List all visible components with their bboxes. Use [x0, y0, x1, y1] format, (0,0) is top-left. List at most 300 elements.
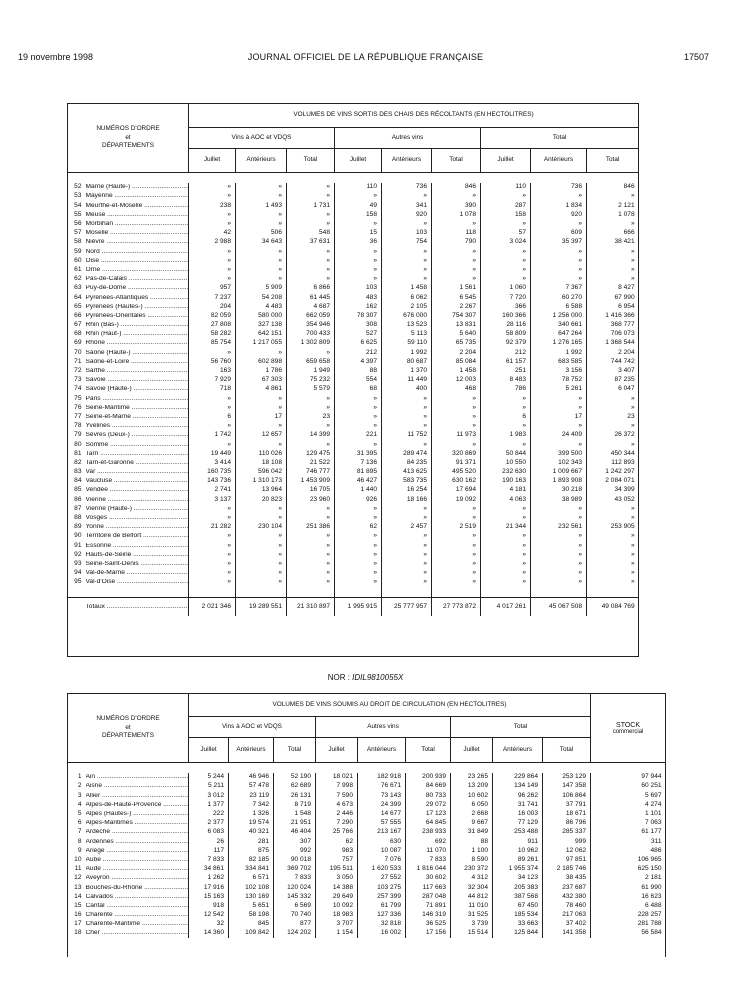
col-order-label-3: DÉPARTEMENTS [102, 142, 154, 150]
value-cell: 217 063 [543, 911, 591, 920]
dept-name: Seine-Maritime ..... [86, 405, 189, 412]
dept-number: 58 [74, 238, 82, 246]
value-cell: 3 024 [481, 238, 531, 247]
dept-number: 80 [74, 440, 82, 448]
value-cell: 4 397 [335, 358, 382, 367]
value-cell: » [236, 578, 287, 587]
value-cell: 58 282 [189, 330, 236, 339]
value-cell: 23 960 [287, 495, 335, 504]
value-cell: 124 202 [274, 929, 316, 938]
value-cell: 1 620 533 [358, 865, 406, 874]
value-cell: 103 [382, 229, 432, 238]
value-cell: 662 059 [287, 312, 335, 321]
value-cell: 1 078 [432, 211, 481, 220]
value-cell: 1 453 909 [287, 477, 335, 486]
value-cell: » [432, 404, 481, 413]
value-cell: 1 310 173 [236, 477, 287, 486]
sub-header: Total [406, 738, 451, 763]
value-cell: 2 668 [451, 810, 493, 819]
value-cell: » [481, 541, 531, 550]
dept-number: 63 [74, 284, 82, 292]
value-cell: 18 671 [543, 810, 591, 819]
value-cell: 4 274 [591, 801, 666, 810]
dept-number: 71 [74, 357, 82, 365]
dept-number: 5 [77, 810, 82, 818]
value-cell: 6 545 [432, 293, 481, 302]
value-cell: » [481, 266, 531, 275]
value-cell: 127 336 [358, 911, 406, 920]
value-cell: 36 525 [406, 920, 451, 929]
value-cell: » [189, 541, 236, 550]
value-cell: 4 181 [481, 486, 531, 495]
dept-name: Puy-de-Dôme ..... [86, 285, 189, 292]
value-cell: 212 [481, 348, 531, 357]
dept-name: Yonne ..... [86, 524, 189, 531]
dept-name: Ardèche ..... [86, 829, 189, 836]
value-cell: 73 143 [358, 791, 406, 800]
value-cell: 88 [335, 367, 382, 376]
dept-name: Yvelines ..... [86, 423, 189, 430]
value-cell: » [587, 422, 639, 431]
value-cell: 14 399 [287, 431, 335, 440]
value-cell: 19 574 [229, 819, 274, 828]
dept-number: 54 [74, 201, 82, 209]
value-cell: 64 845 [406, 819, 451, 828]
value-cell: 78 752 [531, 376, 587, 385]
value-cell: 205 383 [493, 883, 543, 892]
value-cell: » [189, 220, 236, 229]
dept-number: 6 [77, 819, 82, 827]
dept-name: Cantal ..... [86, 903, 189, 910]
value-cell: 78 460 [543, 902, 591, 911]
value-cell: 918 [189, 902, 229, 911]
dept-name: Paris ..... [86, 396, 189, 403]
value-cell: 185 534 [493, 911, 543, 920]
value-cell: » [432, 551, 481, 560]
dept-name: Rhône ..... [86, 340, 189, 347]
value-cell: » [287, 422, 335, 431]
value-cell: » [432, 578, 481, 587]
value-cell: » [382, 266, 432, 275]
value-cell: 7 720 [481, 293, 531, 302]
value-cell: 97 851 [543, 856, 591, 865]
value-cell: » [287, 532, 335, 541]
value-cell: » [382, 413, 432, 422]
value-cell: 5 261 [531, 385, 587, 394]
value-cell: 102 343 [531, 459, 587, 468]
value-cell: 12 542 [189, 911, 229, 920]
dept-number: 57 [74, 229, 82, 237]
value-cell: » [287, 514, 335, 523]
value-cell: » [382, 505, 432, 514]
dept-name: Seine-et-Marne ..... [86, 414, 189, 421]
value-cell: 8 719 [274, 801, 316, 810]
value-cell: 160 366 [481, 312, 531, 321]
value-cell: 2 377 [189, 819, 229, 828]
value-cell: 287 [481, 201, 531, 210]
value-cell: 160 735 [189, 468, 236, 477]
dept-number: 53 [74, 192, 82, 200]
value-cell: 34 399 [587, 486, 639, 495]
value-cell: 7 929 [189, 376, 236, 385]
dept-number: 79 [74, 431, 82, 439]
value-cell: 54 208 [236, 293, 287, 302]
value-cell: 1 377 [189, 801, 229, 810]
dept-name: Pyrénées (Hautes-) ..... [86, 304, 189, 311]
value-cell: 23 119 [229, 791, 274, 800]
dept-number: 66 [74, 311, 82, 319]
value-cell: » [189, 514, 236, 523]
dept-name: Val-de-Marne ..... [86, 570, 189, 577]
value-cell: » [531, 578, 587, 587]
value-cell: 7 136 [335, 459, 382, 468]
dept-name: Vendée ..... [86, 487, 189, 494]
value-cell: 1 242 297 [587, 468, 639, 477]
value-cell: 307 [274, 837, 316, 846]
value-cell: 19 092 [432, 495, 481, 504]
value-cell: » [335, 413, 382, 422]
value-cell: » [531, 440, 587, 449]
value-cell: 334 841 [229, 865, 274, 874]
value-cell: 238 [189, 201, 236, 210]
value-cell: 61 799 [358, 902, 406, 911]
value-cell: 10 550 [481, 459, 531, 468]
value-cell: 548 [287, 229, 335, 238]
value-cell: 2 988 [189, 238, 236, 247]
dept-number: 12 [74, 874, 82, 882]
value-cell: » [189, 394, 236, 403]
col-order-label-1: NUMÉROS D'ORDRE [96, 125, 160, 133]
value-cell: 134 149 [493, 782, 543, 791]
value-cell: 630 162 [432, 477, 481, 486]
value-cell: 2 185 746 [543, 865, 591, 874]
value-cell: » [432, 275, 481, 284]
dept-number: 77 [74, 412, 82, 420]
dept-name: Tarn-et-Garonne ..... [86, 460, 189, 467]
group-header-aoc: Vins à AOC et VDQS [189, 717, 316, 738]
total-cell: 1 995 915 [335, 598, 382, 617]
dept-name: Aisne ..... [86, 783, 189, 790]
value-cell: 2 204 [587, 348, 639, 357]
value-cell: » [189, 183, 236, 192]
value-cell: 6 050 [451, 801, 493, 810]
value-cell: » [382, 541, 432, 550]
sub-header: Juillet [335, 149, 382, 173]
value-cell: » [287, 551, 335, 560]
dept-name: Savoie (Haute-) ..... [86, 386, 189, 393]
value-cell: 17 694 [432, 486, 481, 495]
value-cell: 62 [316, 837, 358, 846]
value-cell: 630 [358, 837, 406, 846]
value-cell: 845 [229, 920, 274, 929]
value-cell: 43 052 [587, 495, 639, 504]
value-cell: 580 000 [236, 312, 287, 321]
value-cell: 926 [335, 495, 382, 504]
value-cell: 4 483 [236, 302, 287, 311]
value-cell: 84 235 [382, 459, 432, 468]
value-cell: 1 100 [451, 847, 493, 856]
value-cell: 1 731 [287, 201, 335, 210]
value-cell: 237 687 [543, 883, 591, 892]
value-cell: 7 367 [531, 284, 587, 293]
value-cell: » [432, 257, 481, 266]
value-cell: 983 [316, 847, 358, 856]
col-order-label-3: DÉPARTEMENTS [102, 732, 154, 740]
sub-header: Juillet [189, 738, 229, 763]
value-cell: 90 018 [274, 856, 316, 865]
value-cell: » [587, 247, 639, 256]
value-cell: 77 129 [493, 819, 543, 828]
value-cell: » [287, 505, 335, 514]
value-cell: 162 [335, 302, 382, 311]
page-date: 19 novembre 1998 [18, 52, 94, 62]
dept-name: Vienne ..... [86, 497, 189, 504]
dept-name: Meurthe-et-Moselle ..... [86, 203, 189, 210]
total-cell: 4 017 261 [481, 598, 531, 617]
value-cell: 554 [335, 376, 382, 385]
value-cell: 112 893 [587, 459, 639, 468]
dept-name: Alpes-de-Haute-Provence ..... [86, 802, 189, 809]
value-cell: 38 435 [543, 874, 591, 883]
value-cell: 37 402 [543, 920, 591, 929]
value-cell: 23 [287, 413, 335, 422]
value-cell: 413 625 [382, 468, 432, 477]
value-cell: 1 548 [274, 810, 316, 819]
value-cell: 754 307 [432, 312, 481, 321]
value-cell: » [382, 394, 432, 403]
value-cell: » [335, 560, 382, 569]
value-cell: 5 651 [229, 902, 274, 911]
value-cell: 61 990 [591, 883, 666, 892]
value-cell: » [432, 413, 481, 422]
dept-number: 81 [74, 449, 82, 457]
value-cell: » [531, 560, 587, 569]
value-cell: 96 262 [493, 791, 543, 800]
value-cell: 1 154 [316, 929, 358, 938]
value-cell: 5 113 [382, 330, 432, 339]
value-cell: 6 083 [189, 828, 229, 837]
dept-name: Oise ..... [86, 258, 189, 265]
total-cell: 27 773 872 [432, 598, 481, 617]
value-cell: 1 440 [335, 486, 382, 495]
value-cell: » [189, 275, 236, 284]
table2-frame [67, 693, 666, 957]
value-cell: 16 003 [493, 810, 543, 819]
value-cell: 736 [531, 183, 587, 192]
dept-name: Sarthe ..... [86, 368, 189, 375]
value-cell: 37 631 [287, 238, 335, 247]
value-cell: 65 735 [432, 339, 481, 348]
dept-number: 87 [74, 504, 82, 512]
dept-name: Vosges ..... [86, 515, 189, 522]
value-cell: » [382, 532, 432, 541]
main-header: VOLUMES DE VINS SORTIS DES CHAIS DES RÉCOLTANTS (EN HECTOLITRES) [189, 104, 639, 128]
value-cell: 253 129 [543, 773, 591, 782]
value-cell: » [189, 257, 236, 266]
value-cell: 61 445 [287, 293, 335, 302]
value-cell: 387 568 [493, 892, 543, 901]
dept-number: 8 [77, 837, 82, 845]
value-cell: » [531, 266, 587, 275]
group-header-aoc: Vins à AOC et VDQS [189, 127, 335, 149]
value-cell: 6 488 [591, 902, 666, 911]
dept-number: 90 [74, 532, 82, 540]
value-cell: 692 [406, 837, 451, 846]
value-cell: 625 150 [591, 865, 666, 874]
dept-number: 93 [74, 559, 82, 567]
value-cell: 366 [481, 302, 531, 311]
value-cell: 34 861 [189, 865, 229, 874]
value-cell: » [335, 266, 382, 275]
value-cell: » [587, 560, 639, 569]
value-cell: » [236, 440, 287, 449]
stock-sublabel: commercial [612, 728, 644, 735]
sub-header: Antérieurs [229, 738, 274, 763]
dept-number: 73 [74, 376, 82, 384]
value-cell: 281 788 [591, 920, 666, 929]
value-cell: 6 [189, 413, 236, 422]
value-cell: 15 [335, 229, 382, 238]
value-cell: 390 [432, 201, 481, 210]
value-cell: 6 [481, 413, 531, 422]
value-cell: 308 [335, 321, 382, 330]
value-cell: 40 321 [229, 828, 274, 837]
value-cell: 257 399 [358, 892, 406, 901]
sub-header: Total [543, 738, 591, 763]
value-cell: 58 198 [229, 911, 274, 920]
dept-number: 75 [74, 394, 82, 402]
value-cell: » [335, 532, 382, 541]
value-cell: 8 427 [587, 284, 639, 293]
value-cell: 4 312 [451, 874, 493, 883]
dept-number: 91 [74, 541, 82, 549]
value-cell: » [189, 551, 236, 560]
col-order-label-2: et [125, 133, 131, 141]
value-cell: » [287, 440, 335, 449]
value-cell: 7 833 [406, 856, 451, 865]
sub-header: Antérieurs [236, 149, 287, 173]
value-cell: » [287, 192, 335, 201]
value-cell: 42 [189, 229, 236, 238]
value-cell: 3 707 [316, 920, 358, 929]
value-cell: 110 026 [236, 449, 287, 458]
dept-name: Vienne (Haute-) ..... [86, 506, 189, 513]
value-cell: » [236, 551, 287, 560]
value-cell: 32 818 [358, 920, 406, 929]
value-cell: 58 809 [481, 330, 531, 339]
value-cell: » [287, 247, 335, 256]
value-cell: 13 964 [236, 486, 287, 495]
dept-name: Charente-Maritime ..... [86, 921, 189, 928]
dept-number: 84 [74, 477, 82, 485]
dept-number: 65 [74, 302, 82, 310]
value-cell: » [287, 404, 335, 413]
value-cell: 1 834 [531, 201, 587, 210]
value-cell: » [189, 266, 236, 275]
value-cell: » [432, 220, 481, 229]
dept-number: 92 [74, 550, 82, 558]
value-cell: 1 217 055 [236, 339, 287, 348]
value-cell: 10 087 [358, 847, 406, 856]
dept-name: Ain ..... [86, 774, 189, 781]
total-cell: 25 777 957 [382, 598, 432, 617]
value-cell: 920 [382, 211, 432, 220]
value-cell: » [587, 394, 639, 403]
value-cell: » [287, 275, 335, 284]
value-cell: 146 319 [406, 911, 451, 920]
value-cell: » [189, 578, 236, 587]
value-cell: » [287, 560, 335, 569]
value-cell: » [287, 348, 335, 357]
sub-header: Antérieurs [358, 738, 406, 763]
value-cell: 37 791 [543, 801, 591, 810]
value-cell: 1 955 374 [493, 865, 543, 874]
value-cell: 16 623 [591, 892, 666, 901]
dept-number: 60 [74, 256, 82, 264]
value-cell: 81 895 [335, 468, 382, 477]
dept-number: 4 [77, 800, 82, 808]
value-cell: » [189, 505, 236, 514]
dept-number: 59 [74, 247, 82, 255]
value-cell: » [189, 247, 236, 256]
dept-number: 9 [77, 846, 82, 854]
value-cell: 182 918 [358, 773, 406, 782]
value-cell: 341 [382, 201, 432, 210]
value-cell: 158 [335, 211, 382, 220]
value-cell: » [587, 532, 639, 541]
value-cell: 103 [335, 284, 382, 293]
value-cell: » [189, 404, 236, 413]
value-cell: 3 137 [189, 495, 236, 504]
value-cell: 23 [587, 413, 639, 422]
total-cell: 19 289 551 [236, 598, 287, 617]
value-cell: » [531, 192, 587, 201]
value-cell: » [236, 422, 287, 431]
value-cell: » [236, 275, 287, 284]
value-cell: 3 739 [451, 920, 493, 929]
totals-label-text: Totaux ..... [68, 604, 189, 611]
value-cell: 33 663 [493, 920, 543, 929]
value-cell: 4 063 [481, 495, 531, 504]
dept-number: 2 [77, 782, 82, 790]
value-cell: 3 407 [587, 367, 639, 376]
value-cell: 120 024 [274, 883, 316, 892]
value-cell: » [287, 394, 335, 403]
value-cell: 163 [189, 367, 236, 376]
value-cell: 369 702 [274, 865, 316, 874]
value-cell: 21 282 [189, 523, 236, 532]
value-cell: 61 177 [591, 828, 666, 837]
value-cell: 2 741 [189, 486, 236, 495]
value-cell: 8 483 [481, 376, 531, 385]
value-cell: » [335, 422, 382, 431]
value-cell: 2 457 [382, 523, 432, 532]
value-cell: » [335, 440, 382, 449]
dept-name: Mayenne ..... [86, 193, 189, 200]
value-cell: » [287, 183, 335, 192]
value-cell: » [236, 348, 287, 357]
value-cell: 230 372 [451, 865, 493, 874]
value-cell: » [335, 275, 382, 284]
main-header: VOLUMES DE VINS SOUMIS AU DROIT DE CIRCULATION (EN HECTOLITRES) [189, 694, 591, 717]
value-cell: 527 [335, 330, 382, 339]
value-cell: 1 256 000 [531, 312, 587, 321]
value-cell: 24 399 [358, 801, 406, 810]
value-cell: 432 380 [543, 892, 591, 901]
value-cell: » [236, 211, 287, 220]
value-cell: 13 209 [451, 782, 493, 791]
value-cell: 229 864 [493, 773, 543, 782]
